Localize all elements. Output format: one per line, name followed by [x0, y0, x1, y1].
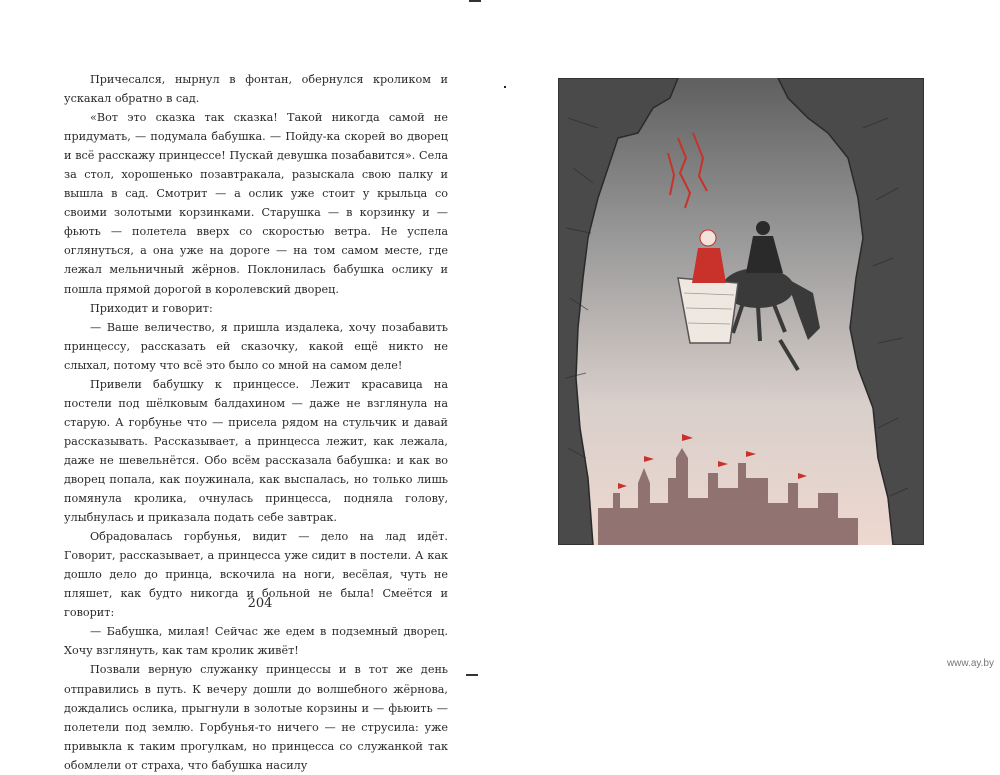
illustration-flying-donkey: [558, 78, 924, 545]
princess-head: [700, 230, 716, 246]
paragraph: Привели бабушку к принцессе. Лежит красавица на постели под шёлковым балдахином — даже не взглянула на старую. А горбунье что — присела рядом на стульчик и давай рассказывать. Рассказывает, а принцесса лежит, как лежала, даже не шевельнётся. Обо всём рассказала бабушка: и как во дворец попала, как поужинала, как выспалась, но только лишь помянула кролика, очнулась принцесса, подняла голову, улыбнулась и приказала подать себе завтрак.: [64, 377, 448, 525]
print-dot: [504, 86, 506, 88]
maid-head: [756, 221, 770, 235]
page-number: 204: [247, 596, 273, 611]
paragraph: — Бабушка, милая! Сейчас же едем в подземный дворец. Хочу взглянуть, как там кролик живёт!: [64, 625, 448, 658]
crop-mark-bottom: [466, 674, 478, 676]
left-page-text: [64, 70, 448, 775]
watermark: www.ay.by: [946, 658, 994, 669]
paragraph: Причесался, нырнул в фонтан, обернулся кроликом и ускакал обратно в сад.: [64, 73, 448, 106]
paragraph: «Вот это сказка так сказка! Такой никогда самой не придумать, — подумала бабушка. — Пойду-ка скорей во дворец и всё расскажу принцессе! Пускай девушка позабавится». Села за стол, хорошенько позавтракала, разыскала свою палку и вышла в сад. Смотрит — а ослик уже стоит у крыльца со своими золотыми корзинками. Старушка — в корзинку и — фьють — полетела вверх со скоростью ветра. Не успела оглянуться, а она уже на дороге — на том самом месте, где лежал мельничный жёрнов. Поклонилась бабушка ослику и пошла прямой дорогой в королевский дворец.: [64, 111, 448, 296]
paragraph: — Ваше величество, я пришла издалека, хочу позабавить принцессу, рассказать ей сказочку, какой ещё никто не слыхал, потому что всё это было со мной на самом деле!: [64, 320, 448, 372]
paragraph: Позвали верную служанку принцессы и в тот же день отправились в путь. К вечеру дошли до волшебного жёрнова, дождались ослика, прыгнули в золотые корзины и — фьюить — полетели под землю. Горбунья-то ничего — не струсила: уже привыкла к таким прогулкам, но принцесса со служанкой так обомлели от страха, что бабушка насилу: [64, 663, 448, 772]
crop-mark-top: [469, 0, 481, 2]
paragraph: Приходит и говорит:: [90, 301, 213, 315]
paragraph: Обрадовалась горбунья, видит — дело на лад идёт. Говорит, рассказывает, а принцесса уже сидит в постели. А как дошло дело до принца, вскочила на ноги, весёлая, чуть не пляшет, как будто никогда и больной не была! Смеётся и говорит:: [64, 530, 448, 620]
